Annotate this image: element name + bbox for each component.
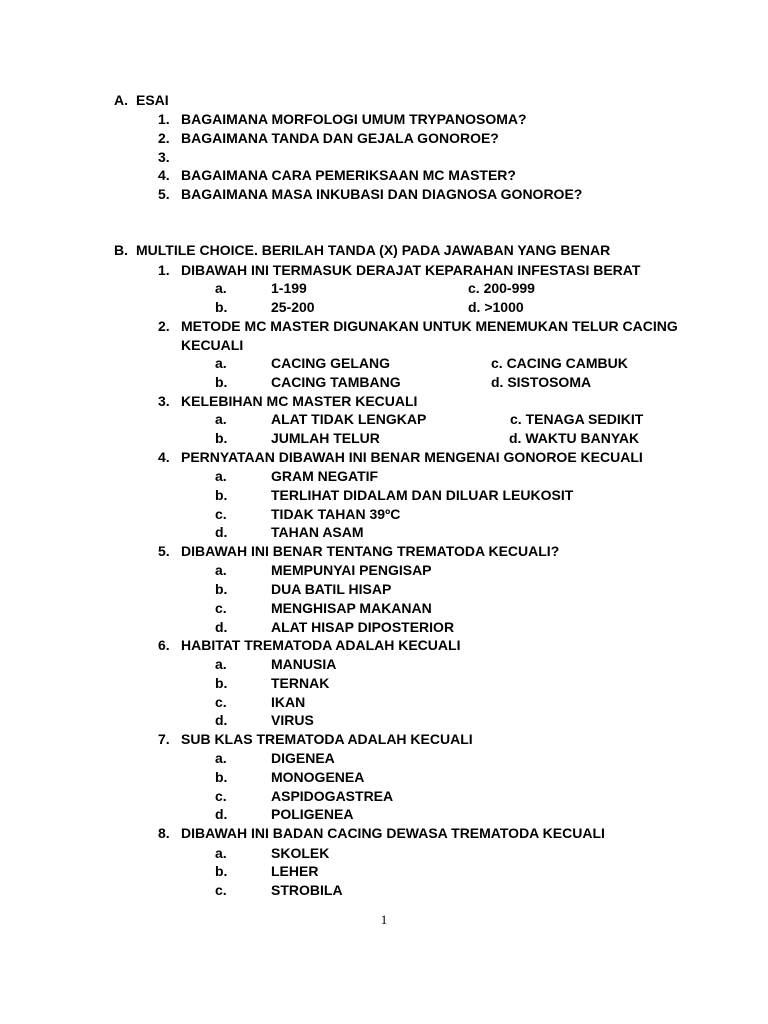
mc-question-number: 4. [158,449,170,465]
option-letter: b. [215,769,228,785]
option-text: VIRUS [271,712,314,728]
option-text: 25-200 [271,299,315,315]
essay-question-number: 2. [158,130,170,146]
mc-question-text: HABITAT TREMATODA ADALAH KECUALI [181,637,461,653]
option-text: ALAT TIDAK LENGKAP [271,411,427,427]
mc-question-text: KELEBIHAN MC MASTER KECUALI [181,393,418,409]
option-letter: c. [215,788,227,804]
option-text: GRAM NEGATIF [271,468,379,484]
section-b-title: MULTILE CHOICE. BERILAH TANDA (X) PADA JAWABAN YANG BENAR [136,242,611,258]
section-b-letter: B. [114,242,128,258]
option-right-column: d. SISTOSOMA [491,374,592,390]
option-letter: b. [215,374,228,390]
mc-question-text: DIBAWAH INI TERMASUK DERAJAT KEPARAHAN INFESTASI BERAT [181,262,641,278]
option-letter: a. [215,845,227,861]
option-text: ASPIDOGASTREA [271,788,394,804]
essay-question-text: BAGAIMANA CARA PEMERIKSAAN MC MASTER? [181,167,516,183]
option-letter: b. [215,675,228,691]
option-letter: d. [215,619,228,635]
option-right-column: d. WAKTU BANYAK [509,430,640,446]
essay-question-number: 4. [158,167,170,183]
option-text: SKOLEK [271,845,330,861]
option-letter: b. [215,299,228,315]
essay-question-text: BAGAIMANA MASA INKUBASI DAN DIAGNOSA GONOROE? [181,186,583,202]
option-letter: c. [215,882,227,898]
option-letter: a. [215,280,227,296]
option-letter: a. [215,656,227,672]
option-text: MANUSIA [271,656,337,672]
option-text: DIGENEA [271,750,335,766]
section-a-letter: A. [114,92,128,108]
option-right-column: d. >1000 [468,299,524,315]
page-number: 1 [380,912,388,927]
option-letter: c. [215,506,227,522]
option-text: JUMLAH TELUR [271,430,380,446]
option-letter: a. [215,411,227,427]
option-letter: b. [215,581,228,597]
mc-question-number: 6. [158,637,170,653]
mc-question-number: 5. [158,543,170,559]
section-a-title: ESAI [136,92,169,108]
option-text: STROBILA [271,882,343,898]
mc-question-number: 1. [158,262,170,278]
mc-question-text-continued: KECUALI [181,337,244,353]
option-text: 1-199 [271,280,307,296]
mc-question-text: PERNYATAAN DIBAWAH INI BENAR MENGENAI GONOROE KECUALI [181,449,643,465]
option-letter: d. [215,806,228,822]
option-letter: a. [215,468,227,484]
essay-question-number: 5. [158,186,170,202]
mc-question-text: DIBAWAH INI BENAR TENTANG TREMATODA KECUALI? [181,543,560,559]
option-letter: a. [215,562,227,578]
mc-question-number: 3. [158,393,170,409]
option-letter: c. [215,694,227,710]
option-text: IKAN [271,694,306,710]
option-text: CACING TAMBANG [271,374,401,390]
option-text: TAHAN ASAM [271,524,364,540]
option-text: DUA BATIL HISAP [271,581,392,597]
option-text: MONOGENEA [271,769,365,785]
option-letter: b. [215,863,228,879]
mc-question-number: 8. [158,825,170,841]
mc-question-text: SUB KLAS TREMATODA ADALAH KECUALI [181,731,473,747]
option-letter: d. [215,524,228,540]
option-text: TERNAK [271,675,330,691]
option-text: POLIGENEA [271,806,354,822]
option-right-column: c. CACING CAMBUK [491,355,628,371]
option-letter: a. [215,355,227,371]
option-letter: c. [215,600,227,616]
option-text: LEHER [271,863,319,879]
option-text: ALAT HISAP DIPOSTERIOR [271,619,455,635]
option-text: CACING GELANG [271,355,390,371]
option-text: TIDAK TAHAN 39ºC [271,506,401,522]
mc-question-number: 7. [158,731,170,747]
option-letter: a. [215,750,227,766]
mc-question-text: METODE MC MASTER DIGUNAKAN UNTUK MENEMUKAN TELUR CACING [181,318,678,334]
option-right-column: c. 200-999 [468,280,535,296]
option-letter: d. [215,712,228,728]
option-right-column: c. TENAGA SEDIKIT [510,411,644,427]
option-text: TERLIHAT DIDALAM DAN DILUAR LEUKOSIT [271,487,574,503]
essay-question-text: BAGAIMANA MORFOLOGI UMUM TRYPANOSOMA? [181,111,527,127]
mc-question-number: 2. [158,318,170,334]
mc-question-text: DIBAWAH INI BADAN CACING DEWASA TREMATODA KECUALI [181,825,605,841]
essay-question-number: 3. [158,149,170,165]
option-text: MEMPUNYAI PENGISAP [271,562,432,578]
option-letter: b. [215,430,228,446]
essay-question-number: 1. [158,111,170,127]
option-letter: b. [215,487,228,503]
essay-question-text: BAGAIMANA TANDA DAN GEJALA GONOROE? [181,130,499,146]
option-text: MENGHISAP MAKANAN [271,600,432,616]
